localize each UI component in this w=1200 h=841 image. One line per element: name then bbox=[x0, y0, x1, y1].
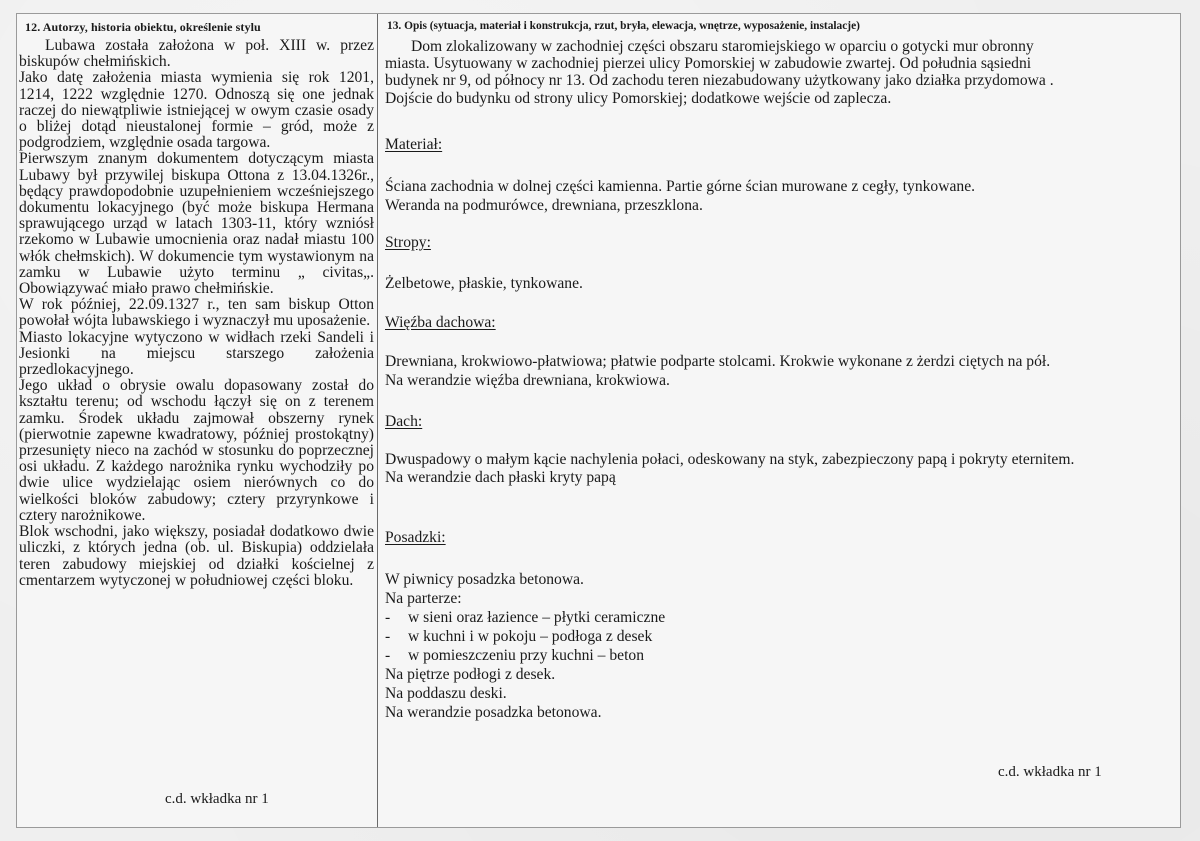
history-paragraph: Pierwszym znanym dokumentem dotyczącym miasta Lubawy był przywilej biskupa Ottona z 13.04.1326r., będący prawdopodobnie uzupełnieniem wcześniejszego dokumentu lokacyjnego (być może biskupa Hermana sprawującego urząd w latach 1303-11, który wzniósł rzekomo w Lubawie umocnienia oraz nadał miastu 100 włók chełmskich). W dokumencie tym wystawionym na zamku w Lubawie użyto terminu „ civitas„. Obowiązywać miało prawo chełmińskie. bbox=[19, 150, 374, 298]
left-column bbox=[17, 14, 377, 827]
wiezba-title: Więźba dachowa: bbox=[385, 314, 496, 331]
wiezba-line: Na werandzie więźba drewniana, krokwiowa. bbox=[385, 372, 670, 389]
right-continuation-note: c.d. wkładka nr 1 bbox=[998, 764, 1102, 780]
posadzki-line: Na piętrze podłogi z desek. bbox=[385, 666, 556, 683]
history-paragraph: Blok wschodni, jako większy, posiadał dodatkowo dwie uliczki, z których jedna (ob. ul. Biskupia) oddzielała teren zabudowy miejskiej od działki kościelnej z cmentarzem wytyczonej w południowej części bloku. bbox=[19, 523, 374, 589]
wiezba-line: Drewniana, krokwiowo-płatwiowa; płatwie podparte stolcami. Krokwie wykonane z żerdzi ciętych na pół. bbox=[385, 353, 1051, 370]
history-paragraph: Jako datę założenia miasta wymienia się rok 1201, 1214, 1222 względnie 1270. Odnoszą się one jednak raczej do niewątpliwie istniejącej w owym czasie osady o bliżej dotąd nieustalonej formie – gród, może z podgrodziem, względnie osada targowa. bbox=[19, 69, 374, 152]
posadzki-bullet bbox=[385, 627, 1155, 646]
bullet-text: w sieni oraz łazience – płytki ceramiczne bbox=[408, 609, 666, 626]
dach-title: Dach: bbox=[385, 413, 423, 430]
history-paragraph: Lubawa została założona w poł. XIII w. przez biskupów chełmińskich. bbox=[19, 37, 374, 71]
stropy-title: Stropy: bbox=[385, 234, 431, 251]
bullet-dash: - bbox=[385, 609, 391, 626]
posadzki-bullet bbox=[385, 646, 1155, 665]
bullet-dash: - bbox=[385, 628, 391, 645]
material-line: Weranda na podmurówce, drewniana, przeszklona. bbox=[385, 197, 703, 214]
material-line: Ściana zachodnia w dolnej części kamienna. Partie górne ścian murowane z cegły, tynkowane. bbox=[385, 178, 976, 195]
posadzki-bullet bbox=[385, 608, 1155, 627]
intro-line: Dojście do budynku od strony ulicy Pomorskiej; dodatkowe wejście od zaplecza. bbox=[385, 89, 892, 107]
wiezba-body bbox=[385, 352, 1155, 390]
stropy-body bbox=[385, 274, 1155, 293]
intro-line: miasta. Usytuowany w zachodniej pierzei ulicy Pomorskiej w zabudowie zwartej. Od południa sąsiedni bbox=[385, 55, 1032, 73]
posadzki-body bbox=[385, 570, 1155, 722]
history-paragraph: W rok później, 22.09.1327 r., ten sam biskup Otton powołał wójta lubawskiego i wyznaczył mu uposażenie. bbox=[19, 296, 374, 330]
bullet-text: w kuchni i w pokoju – podłoga z desek bbox=[408, 628, 653, 645]
right-column bbox=[378, 14, 1181, 827]
bullet-text: w pomieszczeniu przy kuchni – beton bbox=[408, 647, 645, 664]
posadzki-line: Na parterze: bbox=[385, 590, 462, 607]
description-intro bbox=[385, 38, 1135, 107]
material-title: Materiał: bbox=[385, 136, 443, 153]
stropy-line: Żelbetowe, płaskie, tynkowane. bbox=[385, 275, 583, 292]
intro-line: Dom zlokalizowany w zachodniej części obszaru staromiejskiego w oparciu o gotycki mur obronny bbox=[411, 38, 1034, 55]
form-card bbox=[16, 13, 1181, 828]
posadzki-title: Posadzki: bbox=[385, 529, 446, 546]
posadzki-line: W piwnicy posadzka betonowa. bbox=[385, 571, 584, 588]
dach-body bbox=[385, 451, 1105, 488]
intro-line: budynek nr 9, od północy nr 13. Od zachodu teren niezabudowany użytkowany jako działka przydomowa . bbox=[385, 72, 1054, 90]
history-paragraph: Miasto lokacyjne wytyczono w widłach rzeki Sandeli i Jesionki na miejscu starszego założenia przedlokacyjnego. bbox=[19, 328, 374, 379]
material-body bbox=[385, 177, 1155, 215]
posadzki-line: Na werandzie posadzka betonowa. bbox=[385, 704, 602, 721]
dach-line: Na werandzie dach płaski kryty papą bbox=[385, 469, 616, 486]
section-12-heading: 12. Autorzy, historia obiektu, określenie stylu bbox=[25, 20, 261, 34]
dach-line: Dwuspadowy o małym kącie nachylenia połaci, odeskowany na styk, zabezpieczony papą i pokryty eternitem. bbox=[385, 451, 1075, 468]
left-continuation-note: c.d. wkładka nr 1 bbox=[165, 791, 269, 807]
section-13-heading: 13. Opis (sytuacja, materiał i konstrukcja, rzut, bryła, elewacja, wnętrze, wyposażenie, instalacje) bbox=[387, 20, 860, 32]
history-paragraph: Jego układ o obrysie owalu dopasowany został do kształtu terenu; od wschodu łączył się on z terenem zamku. Środek układu zajmował obszerny rynek (pierwotnie zapewne kwadratowy, później prostokątny) przesunięty nieco na zachód w stosunku do poprzecznej osi układu. Z każdego narożnika rynku wychodziły po dwie ulice wydzielając osiem nierównych co do wielkości bloków zabudowy; cztery przyrynkowe i cztery narożnikowe. bbox=[19, 377, 374, 524]
bullet-dash: - bbox=[385, 647, 391, 664]
posadzki-line: Na poddaszu deski. bbox=[385, 685, 507, 702]
section-12-body bbox=[19, 38, 374, 589]
